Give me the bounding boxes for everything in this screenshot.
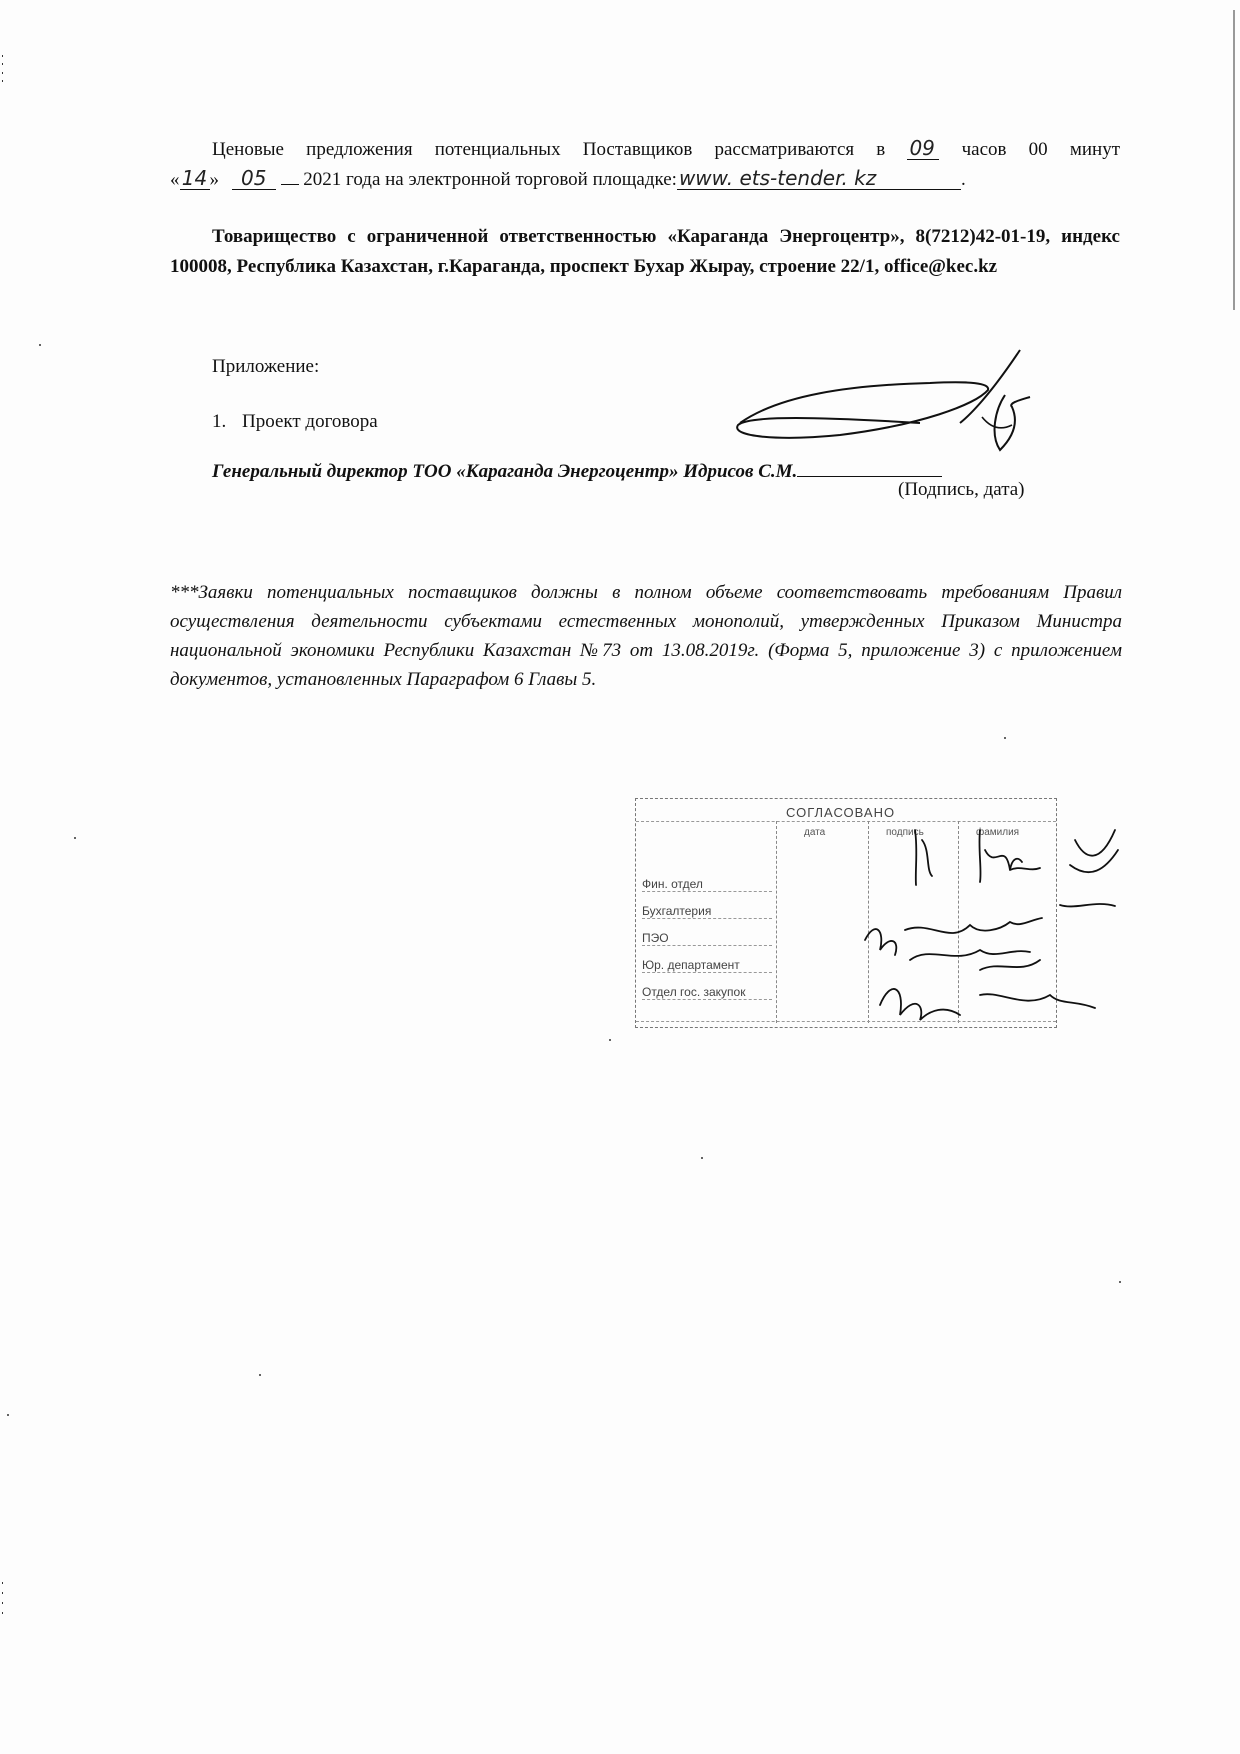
review-text-end: . [960, 169, 966, 190]
signature-line [797, 458, 942, 477]
handwritten-hour: 09 [907, 137, 939, 160]
director-name: Генеральный директор ТОО «Караганда Энергоцентр» Идрисов С.М. [212, 461, 798, 482]
stamp-row: Отдел гос. закупок [642, 985, 772, 1000]
company-details: Товарищество с ограниченной ответственностью «Караганда Энергоцентр», 8(7212)42-01-19, индекс 100008, Республика Казахстан, г.Караганда, проспект Бухар Жырау, строение 22/1, office@kec.kz [170, 226, 1120, 277]
stamp-column-signature: подпись [886, 827, 924, 838]
stamp-row: Бухгалтерия [642, 904, 772, 919]
review-time-paragraph [170, 135, 1120, 195]
stamp-row: Юр. департамент [642, 958, 772, 973]
appendix-item [212, 410, 378, 434]
director-line [212, 458, 942, 485]
stamp-column-surname: фамилия [976, 827, 1020, 838]
review-text-part2: часов 00 минут [961, 139, 1121, 160]
stamp-row: ПЭО [642, 931, 772, 946]
stamp-signatures [860, 810, 1120, 1030]
signature-caption: (Подпись, дата) [898, 479, 1025, 500]
stamp-title: СОГЛАСОВАНО [786, 805, 896, 820]
requirements-note: ***Заявки потенциальных поставщиков должны в полном объеме соответствовать требованиям Правил осуществления деятельности субъектами естественных монополий, утвержденных Приказом Министра национальной экономики Республики Казахстан №73 от 13.08.2019г. (Форма 5, приложение 3) с приложением документов, установленных Параграфом 6 Главы 5. [170, 582, 1122, 690]
handwritten-url: www. ets-tender. kz [677, 167, 961, 190]
quote-close: » [209, 169, 219, 190]
blank-line [281, 184, 299, 185]
quote-open: « [170, 169, 180, 190]
director-signature [720, 345, 1050, 455]
stamp-column-date: дата [804, 827, 826, 838]
stamp-row: Фин. отдел [642, 877, 772, 892]
appendix-label: Приложение: [212, 356, 320, 377]
review-text-part1: Ценовые предложения потенциальных Поставщиков рассматриваются в [212, 139, 886, 160]
appendix-item-number: 1. [212, 411, 227, 432]
handwritten-day: 14 [180, 167, 210, 190]
review-text-part3: 2021 года на электронной торговой площадке: [303, 169, 677, 190]
stamp-divider [776, 821, 777, 1023]
appendix-item-text: Проект договора [242, 411, 378, 432]
handwritten-month: 05 [232, 167, 276, 190]
